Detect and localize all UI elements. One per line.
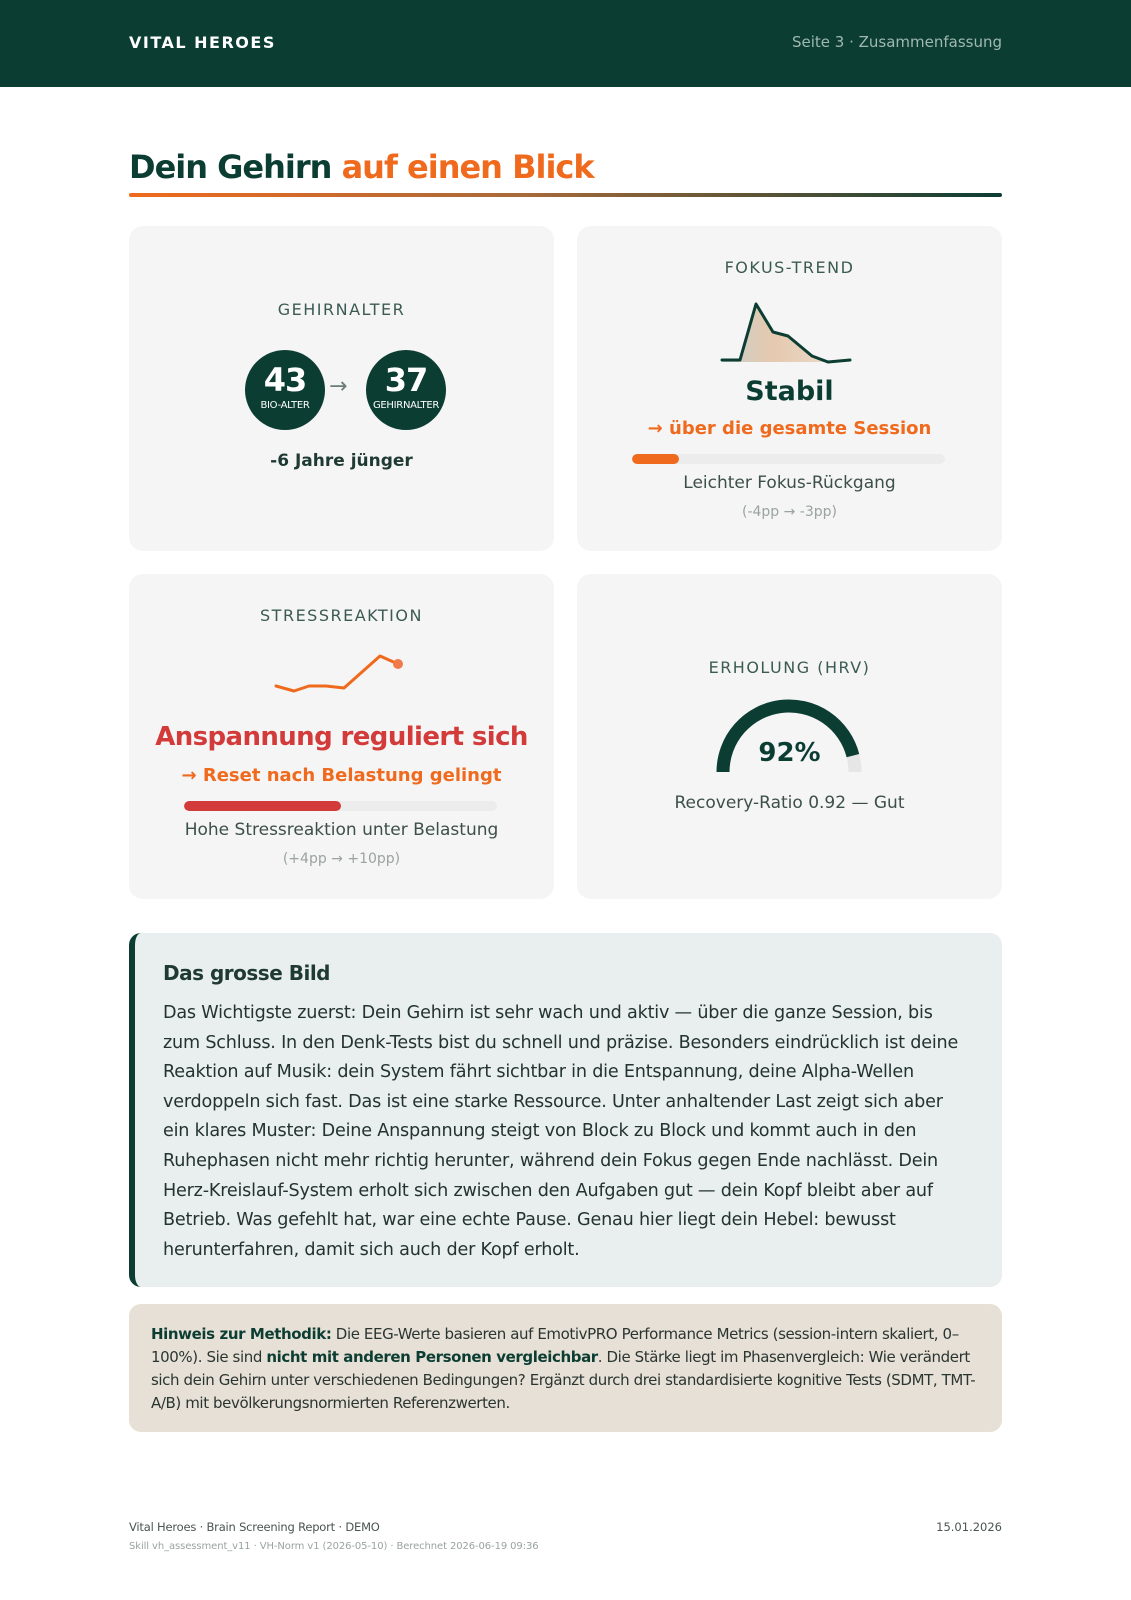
page-info: Seite 3 · Zusammenfassung [791,33,1002,51]
brain-age-circle [366,350,446,430]
focus-label: FOKUS-TREND [724,258,855,277]
brain-age-label: GEHIRNALTER [277,300,406,319]
focus-trend-icon [718,300,854,370]
big-picture-text: Das Wichtigste zuerst: Dein Gehirn ist sehr wach und aktiv — über die ganze Session, bis zum Schluss. In den Denk-Tests bist du schnell und präzise. Besonders eindrücklich ist deine Reaktion auf Musik: dein System fährt sichtbar in die Entspannung, deine Alpha-Wellen verdoppeln sich fast. Das ist eine starke Ressource. Unter anhaltender Last zeigt sich aber ein klares Muster: Deine Anspannung steigt von Block zu Block und kommt auch in den Ruhephasen nicht mehr richtig herunter, während dein Fokus gegen Ende nachlässt. Dein Herz-Kreislauf-System erholt sich zwischen den Aufgaben gut — dein Kopf bleibt aber auf Betrieb. Was gefehlt hat, war eine echte Pause. Genau hier liegt dein Hebel: bewusst herunterfahren, damit sich auch der Kopf erholt. [163,1003,959,1260]
bio-age-circle [245,350,325,430]
header-bar [0,0,1131,87]
footer-meta: Skill vh_assessment_v11 · VH-Norm v1 (2026-05-10) · Berechnet 2026-06-19 09:36 [129,1541,539,1552]
bio-age-caption: BIO-ALTER [260,400,310,411]
title-underline [129,193,1002,197]
brain-age-caption: GEHIRNALTER [372,400,440,411]
method-note-text-1: Die EEG-Werte basieren auf EmotivPRO Performance Metrics (session-intern skaliert, 0–100%). Sie sind [151,1325,959,1366]
recovery-label: ERHOLUNG (HRV) [708,658,871,677]
footer-date: 15.01.2026 [936,1520,1002,1534]
card-brain-age [129,226,554,551]
footer-report-name: Vital Heroes · Brain Screening Report · DEMO [129,1520,380,1534]
focus-progress-bar [632,454,945,464]
stress-subline: → Reset nach Belastung gelingt [181,765,502,786]
bio-age-value: 43 [263,361,307,399]
age-difference: -6 Jahre jünger [270,451,413,471]
stress-trend-icon [274,646,414,696]
stress-caption: Hohe Stressreaktion unter Belastung [184,820,499,840]
stress-headline: Anspannung reguliert sich [155,722,528,752]
focus-headline: Stabil [745,376,834,407]
focus-subline: → über die gesamte Session [647,418,932,439]
title-part-main: Dein Gehirn [129,148,332,186]
stress-progress-bar [184,801,497,811]
method-note-box [129,1304,1002,1432]
method-note [151,1323,981,1415]
method-note-emphasis: nicht mit anderen Personen vergleichbar [266,1348,598,1366]
title-part-accent: auf einen Blick [341,148,594,186]
big-picture-box [129,933,1002,1287]
focus-progress-fill [632,454,679,464]
stress-progress-fill [184,801,341,811]
card-focus-trend [577,226,1002,551]
method-note-text-2: . Die Stärke liegt im Phasenvergleich: Wie verändert sich dein Gehirn unter verschiedenen Bedingungen? Ergänzt durch drei standardisierte kognitive Tests (SDMT, TMT-A/B) mit bevölkerungsnormierten Referenzwerten. [151,1348,976,1412]
brain-age-value: 37 [384,361,428,399]
page-title [129,148,594,186]
stress-detail: (+4pp → +10pp) [282,851,401,867]
method-note-label: Hinweis zur Methodik: [151,1325,332,1343]
card-recovery [577,574,1002,899]
focus-detail: (-4pp → -3pp) [741,504,838,520]
big-picture-heading: Das grosse Bild [163,961,330,985]
recovery-caption: Recovery-Ratio 0.92 — Gut [674,793,905,813]
recovery-value: 92% [758,738,821,768]
stress-label: STRESSREAKTION [260,606,423,625]
arrow-right-icon: → [329,374,348,399]
card-stress [129,574,554,899]
brand-logo-text: VITAL HEROES [129,33,276,52]
focus-caption: Leichter Fokus-Rückgang [683,473,896,493]
